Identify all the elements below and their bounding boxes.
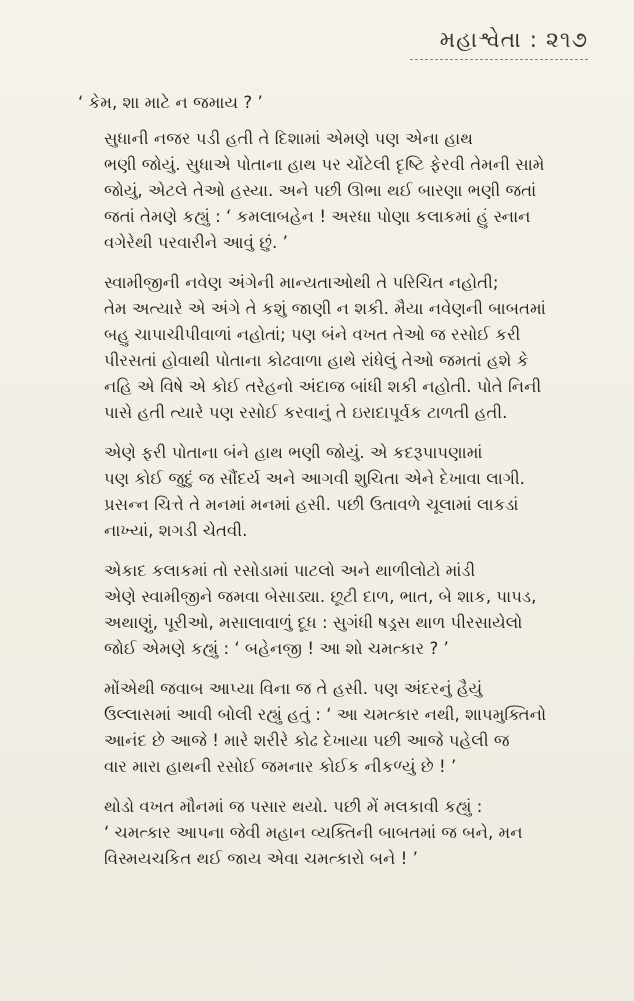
text-line: આનંદ છે આજે ! મારે શરીરે કોઢ દેખાયા પછી આજે પહેલી જ	[104, 731, 510, 750]
text-line: પણ કોઈ જુદું જ સૌંદર્ય અને આગવી શુચિતા એને દેખાવા લાગી.	[104, 469, 525, 488]
paragraph	[78, 270, 578, 426]
text-line: તેમ અત્યારે એ અંગે તે કશું જાણી ન શકી. મૈયા નવેણની બાબતમાં	[104, 299, 546, 318]
text-line: સ્વામીજીની નવેણ અંગેની માન્યતાઓથી તે પરિચિત નહોતી;	[104, 273, 499, 292]
text-line: વાર મારા હાથની રસોઈ જમનાર કોઈક નીકળ્યું છે ! ’	[104, 757, 457, 776]
text-line: વગેરેથી પરવારીને આવું છું. ’	[104, 233, 288, 252]
text-line: નાખ્યાં, શગડી ચેતવી.	[104, 521, 248, 540]
running-title: મહાશ્વેતા : ૨૧૭	[439, 28, 588, 53]
text-line: નહિ એ વિષે એ કોઈ તરેહનો અંદાજ બાંધી શકી નહોતી. પોતે નિની	[104, 377, 542, 396]
text-line: બહુ ચાપાચીપીવાળાં નહોતાં; પણ બંને વખત તેઓ જ રસોઈ કરી	[104, 325, 521, 344]
text-line: જોઈ એમણે કહ્યું : ‘ બહેનજી ! આ શો ચમત્કાર ? ’	[104, 639, 449, 658]
text-line: ‘ ચમત્કાર આપના જેવી મહાન વ્યક્તિની બાબતમાં જ બને, મન	[104, 823, 523, 842]
paragraph	[78, 676, 578, 780]
text-line: વિસ્મયચકિત થઈ જાય એવા ચમત્કારો બને ! ’	[104, 849, 418, 868]
text-line: સુધાની નજર પડી હતી તે દિશામાં એમણે પણ એના હાથ	[104, 129, 473, 148]
text-line: પ્રસન્ન ચિત્તે તે મનમાં મનમાં હસી. પછી ઉતાવળે ચૂલામાં લાકડાં	[104, 495, 519, 514]
text-line: થોડો વખત મૌનમાં જ પસાર થયો. પછી મેં મલકાવી કહ્યું :	[104, 797, 483, 816]
text-line: મોંએથી જવાબ આપ્યા વિના જ તે હસી. પણ અંદરનું હૈયું	[104, 679, 483, 698]
page-body	[78, 90, 578, 886]
paragraph	[78, 90, 578, 116]
paragraph	[78, 558, 578, 662]
paragraph	[78, 794, 578, 872]
text-line: એણે સ્વામીજીને જમવા બેસાડ્યા. છૂટી દાળ, ભાત, બે શાક, પાપડ,	[104, 587, 537, 606]
text-line: એણે ફરી પોતાના બંને હાથ ભણી જોયું. એ કદરૂપાપણામાં	[104, 443, 483, 462]
text-line: પાસે હતી ત્યારે પણ રસોઈ કરવાનું તે ઇરાદાપૂર્વક ટાળતી હતી.	[104, 403, 508, 422]
text-line: અથાણું, પૂરીઓ, મસાલાવાળું દૂધ : સુગંધી ષડ્રસ થાળ પીરસાયેલો	[104, 613, 523, 632]
header-rule	[410, 59, 588, 60]
text-line: ભણી જોયું. સુધાએ પોતાના હાથ પર ચોંટેલી દૃષ્ટિ ફેરવી તેમની સામે	[104, 155, 545, 174]
page-header	[410, 28, 588, 60]
paragraph	[78, 440, 578, 544]
text-line: જોયું, એટલે તેઓ હસ્યા. અને પછી ઊભા થઈ બારણા ભણી જતાં	[104, 181, 537, 200]
text-line: એકાદ કલાકમાં તો રસોડામાં પાટલો અને થાળીલોટો માંડી	[104, 561, 476, 580]
text-line: પીરસતાં હોવાથી પોતાના કોઢવાળા હાથે રાંધેલું તેઓ જમતાં હશે કે	[104, 351, 529, 370]
text-line: ‘ કેમ, શા માટે ન જમાય ? ’	[78, 93, 263, 112]
text-line: ઉલ્લાસમાં આવી બોલી રહ્યું હતું : ‘ આ ચમત્કાર નથી, શાપમુક્તિનો	[104, 705, 547, 724]
paragraph	[78, 126, 578, 256]
text-line: જતાં તેમણે કહ્યું : ‘ કમલાબહેન ! અરધા પોણા કલાકમાં હું સ્નાન	[104, 207, 531, 226]
